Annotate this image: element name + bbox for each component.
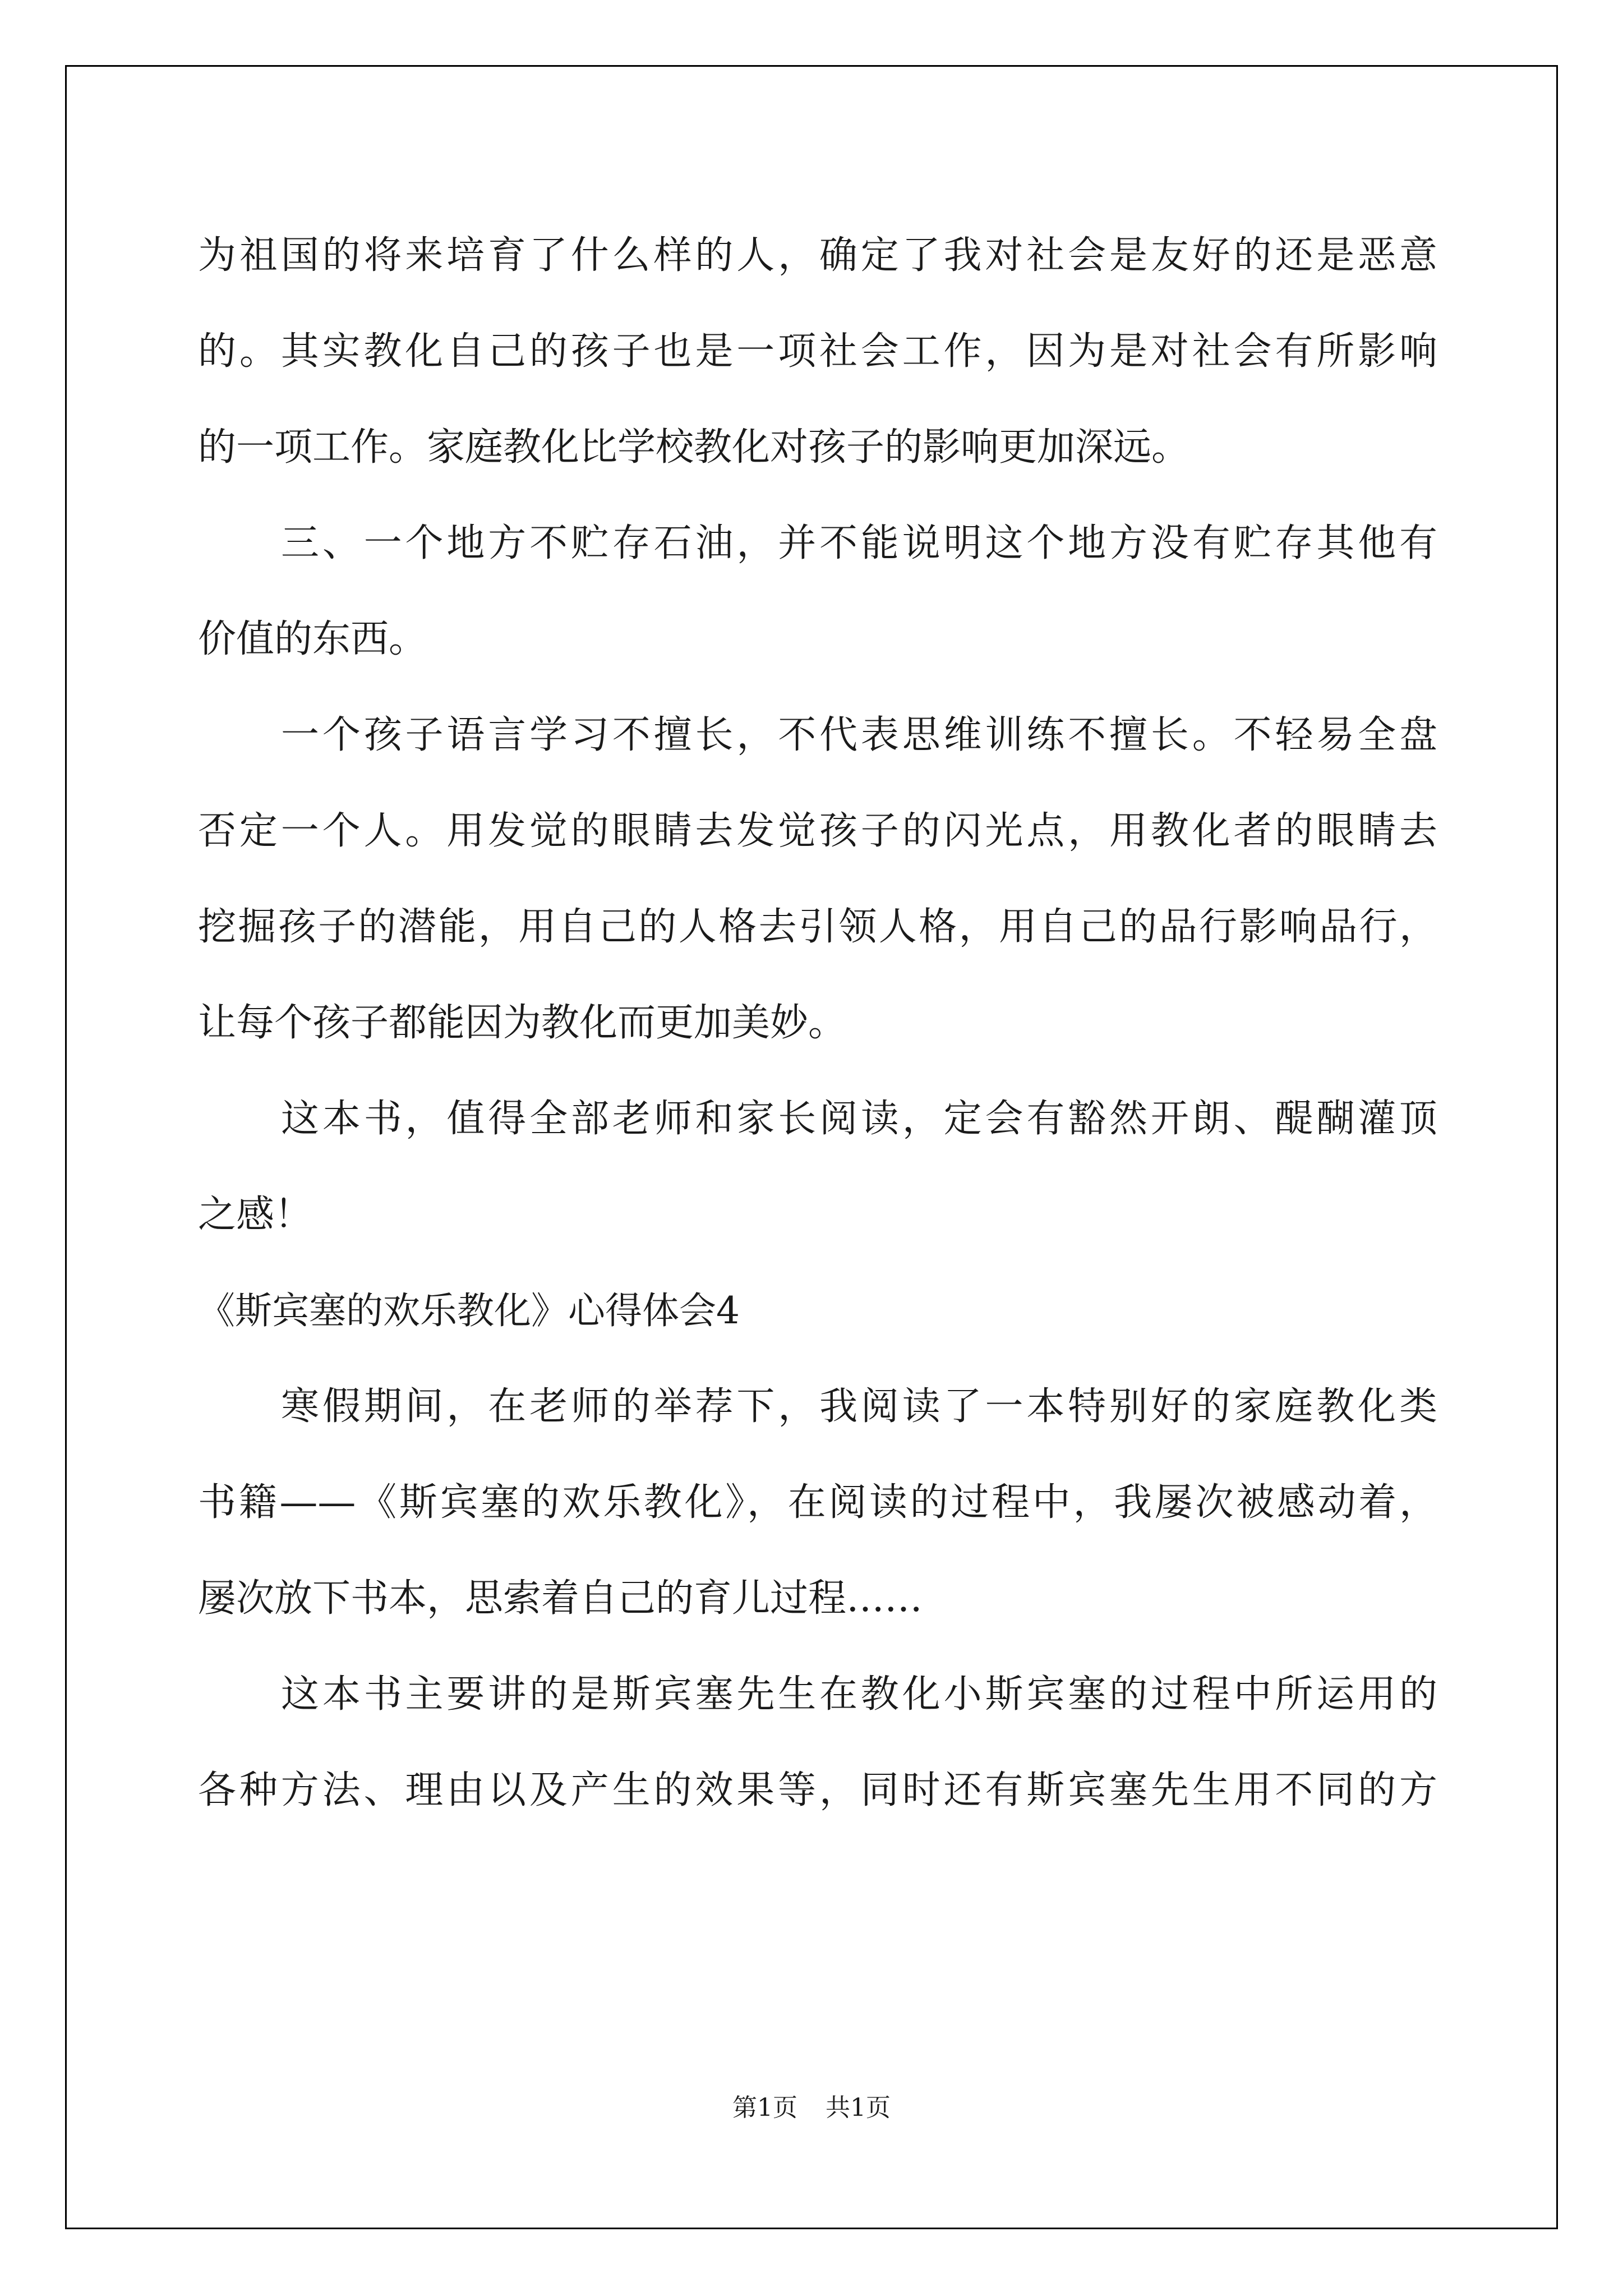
text-line: 屡次放下书本，思索着自己的育儿过程…… (198, 1576, 923, 1621)
text-line: 这本书主要讲的是斯宾塞先生在教化小斯宾塞的过程中所运用的 (281, 1672, 1437, 1717)
text-line: 寒假期间，在老师的举荐下，我阅读了一本特别好的家庭教化类 (281, 1384, 1437, 1429)
text-line: 让每个孩子都能因为教化而更加美妙。 (198, 1001, 847, 1045)
section-heading: 《斯宾塞的欢乐教化》心得体会4 (198, 1289, 740, 1332)
page-total: 共1页 (826, 2093, 891, 2122)
text-line: 一个孩子语言学习不擅长，不代表思维训练不擅长。不轻易全盘 (281, 713, 1437, 757)
text-line: 三、一个地方不贮存石油，并不能说明这个地方没有贮存其他有 (281, 521, 1437, 565)
text-line: 价值的东西。 (198, 617, 427, 661)
page-number: 第1页 (732, 2093, 797, 2122)
text-line: 书籍——《斯宾塞的欢乐教化》，在阅读的过程中，我屡次被感动着， (198, 1480, 1437, 1525)
document-body (198, 208, 1437, 1838)
text-line: 否定一个人。用发觉的眼睛去发觉孩子的闪光点，用教化者的眼睛去 (198, 809, 1437, 853)
text-line: 的一项工作。家庭教化比学校教化对孩子的影响更加深远。 (198, 425, 1190, 470)
page-footer (0, 2091, 1623, 2125)
text-line: 为祖国的将来培育了什么样的人，确定了我对社会是友好的还是恶意 (198, 233, 1437, 278)
text-line: 之感！ (198, 1193, 313, 1237)
text-line: 挖掘孩子的潜能，用自己的人格去引领人格，用自己的品行影响品行， (198, 905, 1437, 949)
text-line: 的。其实教化自己的孩子也是一项社会工作，因为是对社会有所影响 (198, 329, 1437, 374)
text-line: 这本书，值得全部老师和家长阅读，定会有豁然开朗、醍醐灌顶 (281, 1097, 1437, 1141)
text-line: 各种方法、理由以及产生的效果等，同时还有斯宾塞先生用不同的方 (198, 1768, 1437, 1812)
